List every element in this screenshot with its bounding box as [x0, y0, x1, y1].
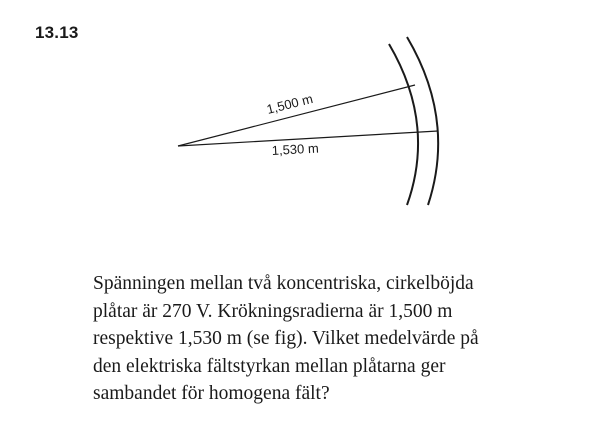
problem-line: Spänningen mellan två koncentriska, cirkelböjda [93, 273, 474, 294]
problem-line: plåtar är 270 V. Krökningsradierna är 1,500 m [93, 300, 453, 322]
problem-number: 13.13 [35, 23, 79, 42]
problem-line: den elektriska fältstyrkan mellan plåtarna ger [93, 355, 446, 377]
inner-plate [389, 44, 418, 205]
inner-radius-label: 1,500 m [265, 90, 315, 117]
problem-line: sambandet för homogena fält? [93, 383, 330, 404]
outer-plate [407, 37, 438, 205]
problem-line: respektive 1,530 m (se fig). Vilket medelvärde på [93, 328, 479, 349]
problem-statement [93, 270, 573, 408]
outer-radius-label: 1,530 m [271, 140, 320, 158]
